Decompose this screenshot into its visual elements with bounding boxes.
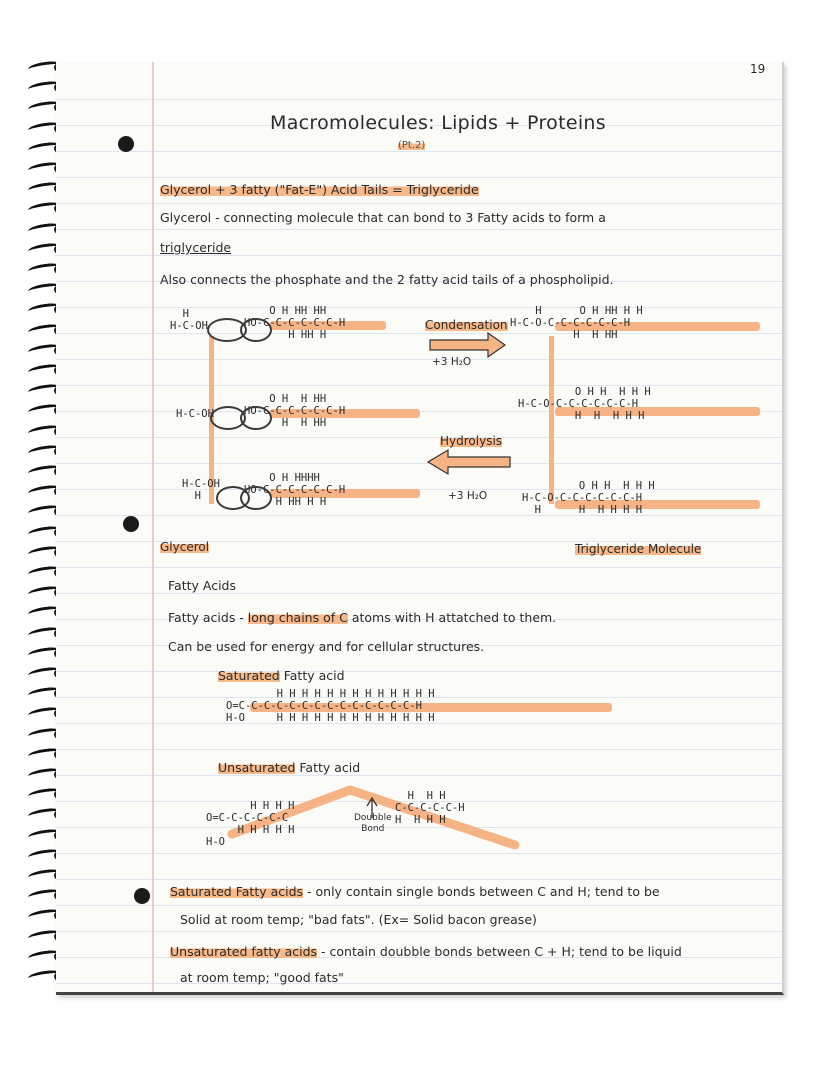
saturated-fatty-acid-structure: H H H H H H H H H H H H H O=C-C-C-C-C-C-C-C-C-C-C-C-C-C-H H-O H H H H H H H H H H H H H [226, 688, 435, 724]
saturated-summary: Saturated Fatty acids - only contain single bonds between C and H; tend to be [170, 884, 660, 899]
triglyceride-label: Triglyceride Molecule [575, 542, 702, 556]
fatty-acid-3: O H HHHH HO-C-C-C-C-C-C-H H HH H H [244, 472, 346, 508]
glycerol-carbon-2: H-C-OH [176, 408, 214, 420]
unsaturated-summary-line2: at room temp; "good fats" [180, 970, 344, 985]
fatty-acids-uses: Can be used for energy and for cellular structures. [168, 639, 485, 654]
hydrolysis-label: Hydrolysis [440, 434, 503, 448]
hydrolysis-arrow [428, 450, 510, 474]
condensation-label: Condensation [425, 318, 508, 332]
triglyceride-chain-2: O H H H H H H-C-O-C-C-C-C-C-C-H H H H H H [518, 386, 651, 422]
unsaturated-fatty-acid-structure-right: H H H C-C-C-C-C-H H H H H [395, 790, 465, 826]
fatty-acid-1: O H HH HH HO-C-C-C-C-C-C-H H HH H [244, 305, 346, 341]
unsaturated-summary: Unsaturated fatty acids - contain doubble bonds between C + H; tend to be liquid [170, 944, 682, 959]
title-text: Macromolecules: Lipids + Proteins [270, 112, 606, 134]
fatty-acid-2: O H H HH HO-C-C-C-C-C-C-H H H HH [244, 393, 346, 429]
glycerol-label: Glycerol [160, 540, 210, 554]
double-bond-label: Doubble Bond [354, 813, 392, 834]
unsaturated-fatty-acid-structure-left: H H H H O=C-C-C-C-C-C H H H H H H-O [206, 800, 295, 848]
ho-circle [240, 486, 272, 510]
triglyceride-chain-3: O H H H H H H-C-O-C-C-C-C-C-C-H H H H H H H [522, 480, 655, 516]
hydrolysis-water: +3 H₂O [448, 490, 488, 502]
glycerol-carbon-3: H-C-OH H [182, 478, 220, 502]
page-number: 19 [750, 62, 766, 76]
glycerol-note-line2: triglyceride [160, 240, 232, 255]
ho-circle [240, 406, 272, 430]
phospholipid-note: Also connects the phosphate and the 2 fatty acid tails of a phospholipid. [160, 272, 614, 287]
triglyceride-heading: Glycerol + 3 fatty ("Fat-E") Acid Tails = Triglyceride [160, 182, 479, 197]
unsaturated-fatty-acid-label: Unsaturated Fatty acid [218, 760, 361, 775]
title-part: (Pt.2) [398, 140, 426, 151]
fatty-acids-definition: Fatty acids - long chains of C atoms with H attatched to them. [168, 610, 557, 625]
glycerol-note-line1: Glycerol - connecting molecule that can bond to 3 Fatty acids to form a [160, 210, 606, 225]
fatty-acids-heading: Fatty Acids [168, 578, 236, 593]
saturated-fatty-acid-label: Saturated Fatty acid [218, 668, 345, 683]
condensation-water: +3 H₂O [432, 356, 472, 368]
ho-circle [240, 318, 272, 342]
glycerol-carbon-1: H H-C-OH [170, 308, 208, 332]
saturated-summary-line2: Solid at room temp; "bad fats". (Ex= Solid bacon grease) [180, 912, 537, 927]
condensation-arrow [430, 333, 505, 357]
triglyceride-chain-1: H O H HH H H H-C-O-C-C-C-C-C-C-H H H HH [510, 305, 643, 341]
